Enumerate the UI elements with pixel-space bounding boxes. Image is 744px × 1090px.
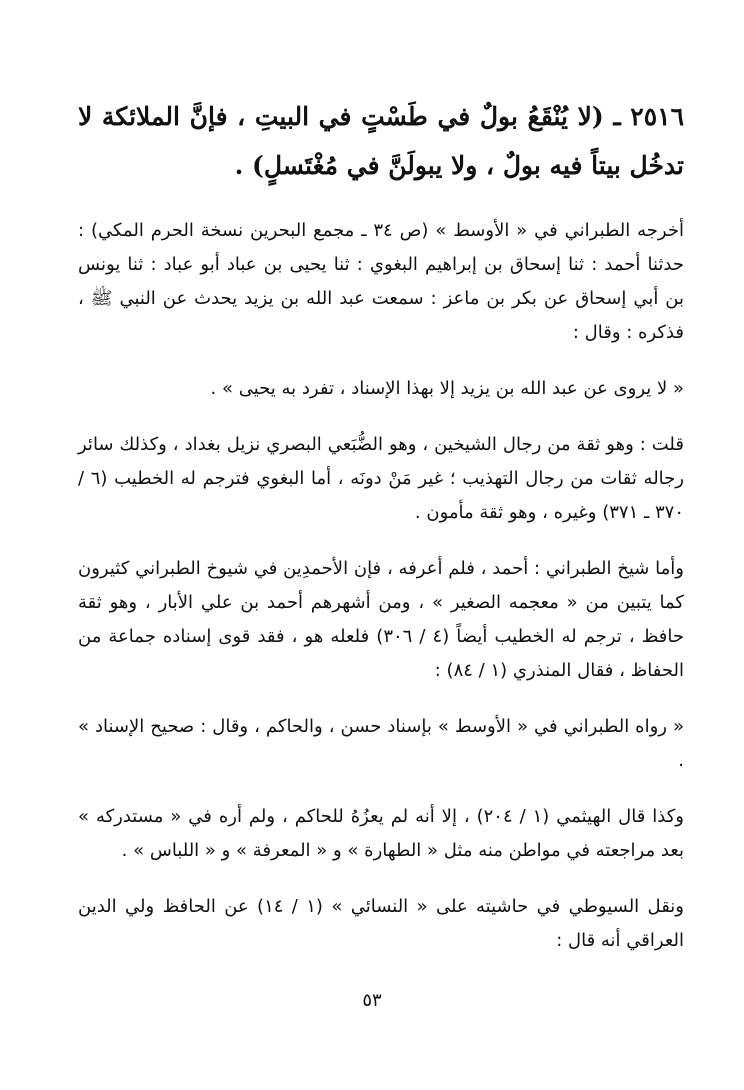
page-number: ٥٣ — [362, 990, 382, 1011]
hadith-heading: ٢٥١٦ ـ (لا يُنْقَعُ بولٌ في طَسْتٍ في البيتِ ، فإنَّ الملائكة لا تدخُل بيتاً فيه بولٌ ، ولا يبولَنَّ في مُغْتَسلٍ) . — [78, 102, 684, 180]
paragraph-sheikh-tabarani: وأما شيخ الطبراني : أحمد ، فلم أعرفه ، فإن الأحمدِين في شيوخ الطبراني كثيرون كما يتبين من « معجمه الصغير » ، ومن أشهرهم أحمد بن علي الأبار ، وهو ثقة حافظ ، ترجم له الخطيب أيضاً (٤ / ٣٠٦) فلعله هو ، فقد قوى إسناده جماعة من الحفاظ ، فقال المنذري (١ / ٨٤) : — [78, 558, 684, 681]
page-body — [78, 92, 684, 980]
paragraph-narrators: قلت : وهو ثقة من رجال الشيخين ، وهو الضُّبَعي البصري نزيل بغداد ، وكذلك سائر رجاله ثقات من رجال التهذيب ؛ غير مَنْ دونَه ، أما البغوي فترجم له الخطيب (٦ / ٣٧٠ ـ ٣٧١) وغيره ، وهو ثقة مأمون . — [78, 434, 684, 523]
paragraph-suyuti: ونقل السيوطي في حاشيته على « النسائي » (١ / ١٤) عن الحافظ ولي الدين العراقي أنه قال : — [78, 896, 684, 951]
paragraph-quote-mundhiri: « رواه الطبراني في « الأوسط » بإسناد حسن ، والحاكم ، وقال : صحيح الإسناد » . — [78, 716, 684, 771]
paragraph-haythami: وكذا قال الهيثمي (١ / ٢٠٤) ، إلا أنه لم يعزُهُ للحاكم ، ولم أره في « مستدركه » بعد مراجعته في مواطن منه مثل « الطهارة » و « المعرفة » و « اللباس » . — [78, 806, 684, 861]
paragraph-quote-tabarani: « لا يروى عن عبد الله بن يزيد إلا بهذا الإسناد ، تفرد به يحيى » . — [210, 378, 684, 399]
paragraph-takhrij: أخرجه الطبراني في « الأوسط » (ص ٣٤ ـ مجمع البحرين نسخة الحرم المكي) : حدثنا أحمد : ثنا إسحاق بن إبراهيم البغوي : ثنا يحيى بن عباد أبو عباد : ثنا يونس بن أبي إسحاق عن بكر بن ماعز : سمعت عبد الله بن يزيد يحدث عن النبي ﷺ ، فذكره : وقال : — [78, 220, 684, 343]
